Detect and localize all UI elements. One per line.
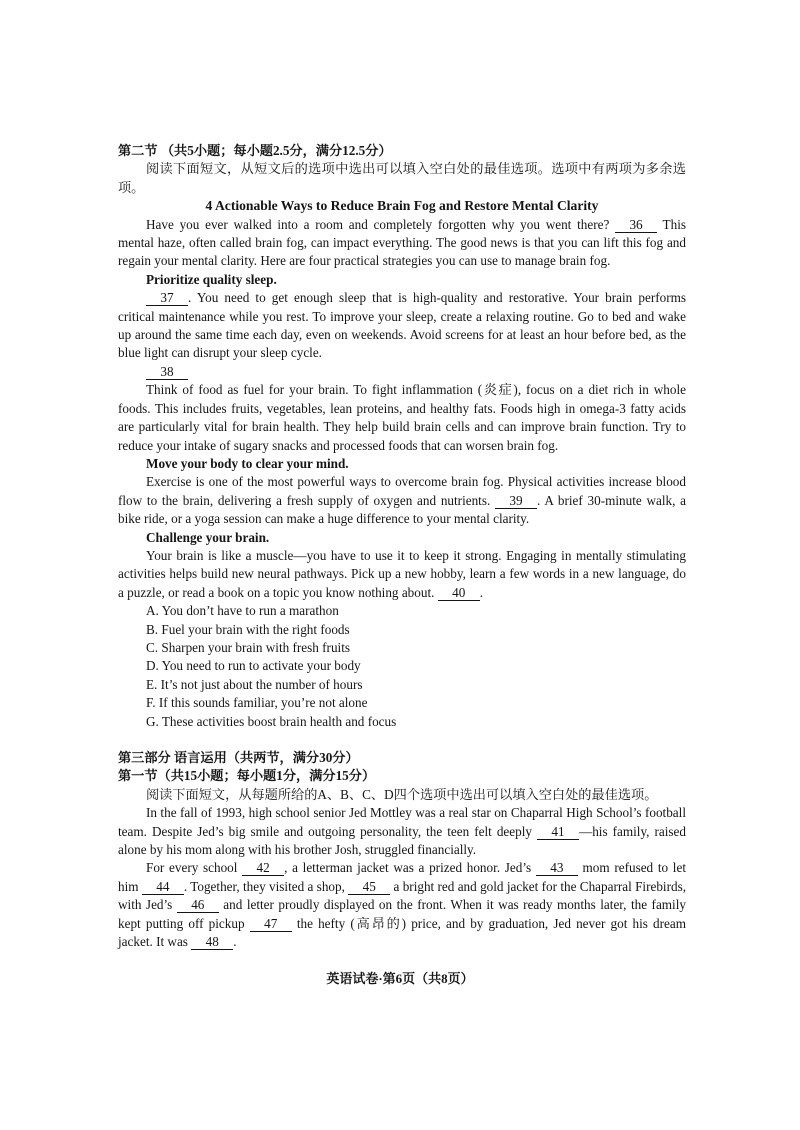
blank-39: 39 [495,494,537,509]
passage-paragraph [118,289,686,363]
passage-paragraph: For every school 42 , a letterman jacket was a prized honor. Jed’s 43 mom refused to let him 44 . Together, they visited a shop, 45 a bright red and gold jacket for the Chaparral Firebirds, with Jed’s 46 and letter proudly displayed on the front. When it was ready months later, the family kept putting off pickup 47 the hefty (高昂的) price, and by graduation, Jed never got his dream jacket. It was 48 . [118,860,686,950]
paragraph-text: This mental haze, often called brain fog, can impact everything. The good news is that you can lift this fog and regain your mental clarity. Here are four practical strategies you can use to manage brain fog. [118,216,686,269]
option-item: C. Sharpen your brain with fresh fruits [146,639,351,655]
passage-paragraph [118,216,686,271]
blank-48: 48 [191,935,233,950]
part-header: 第三部分 语言运用（共两节，满分30分） [118,750,359,765]
subheading-move: Move your body to clear your mind. [146,455,349,471]
page-footer: 英语试卷·第6页（共8页） [326,971,474,986]
options-list [146,602,686,731]
blank-44: 44 [142,880,184,895]
passage-title: 4 Actionable Ways to Reduce Brain Fog and Restore Mental Clarity [205,198,599,214]
section-header: 第一节（共15小题；每小题1分，满分15分） [118,768,376,784]
blank-41: 41 [537,825,579,840]
section-header: 第二节 （共5小题；每小题2.5分，满分12.5分） [118,143,392,158]
option-item: B. Fuel your brain with the right foods [146,621,350,637]
blank-38: 38 [146,365,188,380]
exam-content [118,142,686,951]
option-item: G. These activities boost brain health and focus [146,713,397,729]
blank-42: 42 [242,861,284,876]
blank-37: 37 [146,291,188,306]
passage-paragraph [118,473,686,528]
blank-46: 46 [177,898,219,913]
section-instructions: 阅读下面短文，从每题所给的A、B、C、D四个选项中选出可以填入空白处的最佳选项。 [146,786,658,802]
passage-paragraph [118,804,686,859]
blank-40: 40 [438,586,480,601]
blank-47: 47 [250,917,292,932]
paragraph-text: —his family, raised alone by his mom along with his brother Josh, struggled financially. [118,823,686,858]
passage-paragraph [118,363,686,381]
passage-paragraph: Think of food as fuel for your brain. To fight inflammation (炎症), focus on a diet rich in whole foods. This includes fruits, vegetables, lean proteins, and healthy fats. Foods high in omega-3 fatty acids are particularly vital for brain health. They help build brain cells and can improve brain function. Try to reduce your intake of sugary snacks and processed foods that can worsen brain fog. [118,382,686,453]
paragraph-text: Your brain is like a muscle—you have to use it to keep it strong. Engaging in mentally stimulating activities helps build new neural pathways. Pick up a new hobby, learn a few words in a new language, do a puzzle, or read a book on a topic you know nothing about. [118,547,686,600]
option-item: A. You don’t have to run a marathon [146,603,339,619]
paragraph-text: . You need to get enough sleep that is high-quality and restorative. Your brain performs critical maintenance while you rest. To improve your sleep, create a relaxing routine. Go to bed and wake up around the same time each day, even on weekends. Avoid screens for at least an hour before bed, as the blue light can disrupt your sleep cycle. [118,290,686,361]
option-item: D. You need to run to activate your body [146,658,361,674]
subheading-challenge: Challenge your brain. [146,529,270,545]
subheading-sleep: Prioritize quality sleep. [146,271,277,287]
blank-43: 43 [536,861,578,876]
passage-paragraph: Your brain is like a muscle—you have to use it to keep it strong. Engaging in mentally stimulating activities helps build new neural pathways. Pick up a new hobby, learn a few words in a new language, do a puzzle, or read a book on a topic you know nothing about. 40 . [118,547,686,600]
paragraph-text: Exercise is one of the most powerful ways to overcome brain fog. Physical activities increase blood flow to the brain, delivering a fresh supply of oxygen and nutrients. [118,474,686,508]
paragraph-text: In the fall of 1993, high school senior Jed Mottley was a real star on Chaparral High School’s football team. Despite Jed’s big smile and outgoing personality, the teen felt deeply [118,805,686,839]
paragraph-text: Have you ever walked into a room and completely forgotten why you went there? [146,216,616,232]
blank-45: 45 [348,880,390,895]
option-item: F. If this sounds familiar, you’re not alone [146,695,368,711]
blank-36: 36 [615,218,657,233]
section-instructions: 阅读下面短文，从短文后的选项中选出可以填入空白处的最佳选项。选项中有两项为多余选项。 [118,161,686,195]
paragraph-text: . A brief 30-minute walk, a bike ride, or a yoga session can make a huge difference to your mental clarity. [118,492,686,527]
option-item: E. It’s not just about the number of hours [146,676,363,692]
